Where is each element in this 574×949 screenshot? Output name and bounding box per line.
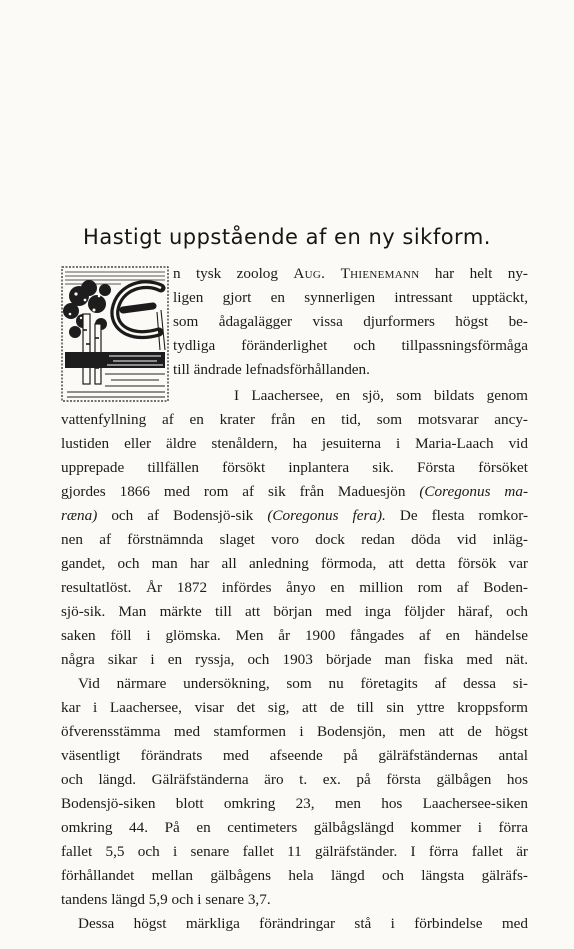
- text-line: [61, 864, 528, 887]
- text-run: som ådagalägger vissa djurformers högst be-: [173, 313, 528, 330]
- text-run: omkring 44. På en centimeters gälbågslängd kommer i förra: [61, 819, 528, 836]
- text-line: [173, 262, 528, 285]
- italic-text: ræna): [61, 507, 98, 524]
- text-run: gandet, och man har all anledning förmoda, att detta försök var: [61, 555, 528, 572]
- text-run: kar i Laachersee, visar det sig, att de till sin yttre kroppsform: [61, 699, 528, 716]
- text-line: [173, 334, 528, 357]
- text-run: öfverensstämma med stamformen i Bodensjön, men att de högst: [61, 723, 528, 740]
- article-heading: Hastigt uppstående af en ny sikform.: [83, 225, 491, 249]
- text-line: [61, 720, 528, 743]
- text-line: [61, 888, 322, 911]
- text-line: [61, 768, 528, 791]
- text-line: [61, 480, 528, 503]
- text-line: [61, 552, 528, 575]
- author-name: Aug. Thienemann: [293, 265, 420, 282]
- text-run: Bodensjö-siken blott omkring 23, men hos Laachersee-siken: [61, 795, 528, 812]
- text-line: [61, 504, 528, 527]
- text-run: n tysk zoolog: [173, 265, 294, 282]
- text-run: lustiden eller äldre stenåldern, ha jesuiterna i Maria-Laach vid: [61, 435, 528, 452]
- text-line: [61, 696, 528, 719]
- text-run: ligen gjort en synnerligen intressant upptäckt,: [173, 289, 528, 306]
- text-run: väsentligt förändrats med afseende på gälräfständernas antal: [61, 747, 528, 764]
- text-line: [61, 840, 528, 863]
- text-run: och af Bodensjö-sik: [97, 507, 268, 524]
- italic-text: (Coregonus fera).: [267, 507, 386, 524]
- text-run: sjö-sik. Man märkte till att början med inga följder häraf, och: [61, 603, 528, 620]
- text-line: [173, 358, 400, 381]
- text-line: [61, 648, 528, 671]
- text-line: [61, 432, 528, 455]
- text-run: vattenfyllning af en krater från en tid, som motsvarar ancy-: [61, 411, 528, 428]
- italic-text: (Coregonus ma-: [419, 483, 528, 500]
- text-run: och längd. Gälräfständerna äro t. ex. på första gälbågen hos: [61, 771, 528, 788]
- text-line: [61, 408, 528, 431]
- text-run: tydliga föränderlighet och tillpassningsförmåga: [173, 337, 528, 354]
- text-line: [173, 286, 528, 309]
- text-run: saken föll i glömska. Men år 1900 fångades af en händelse: [61, 627, 528, 644]
- birch-tree-initial-ornament-icon: [61, 266, 169, 402]
- text-line: [61, 528, 528, 551]
- text-run: I Laachersee, en sjö, som bildats genom: [234, 387, 528, 404]
- text-run: resultatlöst. År 1872 infördes ånyo en million rom af Boden-: [61, 579, 528, 596]
- decorated-initial: [61, 266, 169, 402]
- text-run: Dessa högst märkliga förändringar stå i förbindelse med: [78, 915, 528, 932]
- text-line: [78, 672, 528, 695]
- text-run: förhållandet mellan gälbågens hela längd och längsta gälräfs-: [61, 867, 528, 884]
- text-line: [61, 600, 528, 623]
- text-line: [61, 744, 528, 767]
- text-run: gjordes 1866 med rom af sik från Maduesjön: [61, 483, 420, 500]
- text-line: [173, 310, 528, 333]
- text-line: [78, 912, 528, 935]
- text-line: [61, 816, 528, 839]
- text-run: De flesta romkor-: [385, 507, 529, 524]
- text-line: [61, 624, 528, 647]
- text-run: upprepade tillfällen försökt inplantera sik. Första försöket: [61, 459, 528, 476]
- text-run: tandens längd 5,9 och i senare 3,7.: [61, 891, 271, 908]
- text-run: nen af förstnämnda slaget voro dock redan döda vid inläg-: [61, 531, 528, 548]
- text-line: [234, 384, 528, 407]
- text-run: till ändrade lefnadsförhållanden.: [173, 361, 370, 378]
- text-run: Vid närmare undersökning, som nu företagits af dessa si-: [78, 675, 528, 692]
- text-run: har helt ny-: [419, 265, 528, 282]
- text-line: [61, 792, 528, 815]
- text-run: fallet 5,5 och i senare fallet 11 gälräfständer. I förra fallet är: [61, 843, 528, 860]
- text-run: några sikar i en ryssja, och 1903 började man fiska med nät.: [61, 651, 528, 668]
- text-line: [61, 456, 528, 479]
- text-line: [61, 576, 528, 599]
